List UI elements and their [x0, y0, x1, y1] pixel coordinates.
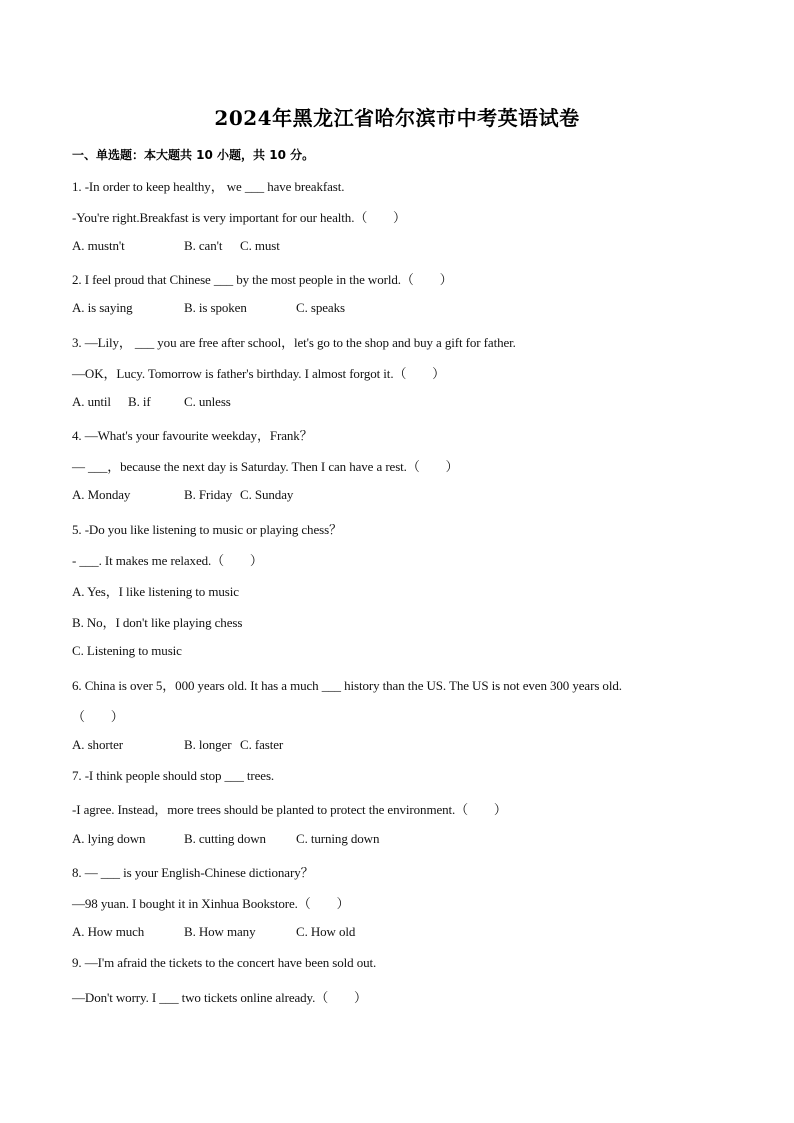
question-5-option-a[interactable]: A. Yes，I like listening to music — [72, 584, 239, 599]
option-c[interactable]: C. must — [240, 238, 280, 253]
question-7-stem: 7. -I think people should stop ___ trees. — [72, 768, 275, 783]
question-1-reply: -You're right.Breakfast is very important for our health.（ ） — [72, 210, 406, 225]
question-1-stem: 1. -In order to keep healthy， we ___ have breakfast. — [72, 179, 345, 194]
question-2-options — [72, 300, 345, 316]
question-8-options — [72, 924, 355, 940]
question-3-stem: 3. —Lily， ___ you are free after school，let's go to the shop and buy a gift for father. — [72, 335, 516, 350]
question-5-option-c[interactable]: C. Listening to music — [72, 643, 182, 658]
option-c[interactable]: C. How old — [296, 924, 356, 939]
question-9-stem: 9. —I'm afraid the tickets to the concert have been sold out. — [72, 955, 377, 970]
question-2-stem: 2. I feel proud that Chinese ___ by the most people in the world.（ ） — [72, 272, 453, 287]
question-5-stem: 5. -Do you like listening to music or playing chess？ — [72, 522, 342, 537]
option-a[interactable]: A. Monday — [72, 487, 131, 502]
question-3-reply: —OK，Lucy. Tomorrow is father's birthday. I almost forgot it.（ ） — [72, 366, 446, 381]
option-c[interactable]: C. Sunday — [240, 487, 294, 502]
question-4-stem: 4. —What's your favourite weekday，Frank？ — [72, 428, 313, 443]
question-3-options — [72, 394, 231, 410]
question-8-reply: —98 yuan. I bought it in Xinhua Bookstore.（ ） — [72, 896, 350, 911]
option-a[interactable]: A. mustn't — [72, 238, 125, 253]
option-b[interactable]: B. can't — [184, 238, 223, 253]
option-a[interactable]: A. shorter — [72, 737, 123, 752]
option-c[interactable]: C. faster — [240, 737, 284, 752]
option-a[interactable]: A. is saying — [72, 300, 133, 315]
option-a[interactable]: A. How much — [72, 924, 145, 939]
question-4-options — [72, 487, 293, 503]
option-b[interactable]: B. How many — [184, 924, 256, 939]
option-b[interactable]: B. if — [128, 394, 151, 409]
question-5-option-b[interactable]: B. No，I don't like playing chess — [72, 615, 243, 630]
question-7-reply: -I agree. Instead，more trees should be planted to protect the environment.（ ） — [72, 802, 507, 817]
option-b[interactable]: B. is spoken — [184, 300, 247, 315]
question-6-stem: 6. China is over 5，000 years old. It has a much ___ history than the US. The US is not even 300 years old. — [72, 678, 622, 693]
option-c[interactable]: C. unless — [184, 394, 231, 409]
question-8-stem: 8. — ___ is your English-Chinese dictionary？ — [72, 865, 314, 880]
page-title: 2024年黑龙江省哈尔滨市中考英语试卷 — [214, 106, 580, 130]
question-5-reply: - ___. It makes me relaxed.（ ） — [72, 553, 263, 568]
option-c[interactable]: C. turning down — [296, 831, 380, 846]
option-c[interactable]: C. speaks — [296, 300, 345, 315]
question-9-reply: —Don't worry. I ___ two tickets online already.（ ） — [72, 990, 367, 1005]
option-b[interactable]: B. cutting down — [184, 831, 266, 846]
question-7-options — [72, 831, 379, 847]
option-a[interactable]: A. until — [72, 394, 111, 409]
question-6-options — [72, 737, 283, 753]
question-4-reply: — ___，because the next day is Saturday. Then I can have a rest.（ ） — [72, 459, 459, 474]
question-1-options — [72, 238, 280, 254]
option-b[interactable]: B. Friday — [184, 487, 233, 502]
question-6-blank: （ ） — [72, 709, 124, 724]
section-heading: 一、单选题：本大题共 10 小题，共 10 分。 — [72, 148, 315, 162]
option-a[interactable]: A. lying down — [72, 831, 146, 846]
option-b[interactable]: B. longer — [184, 737, 232, 752]
